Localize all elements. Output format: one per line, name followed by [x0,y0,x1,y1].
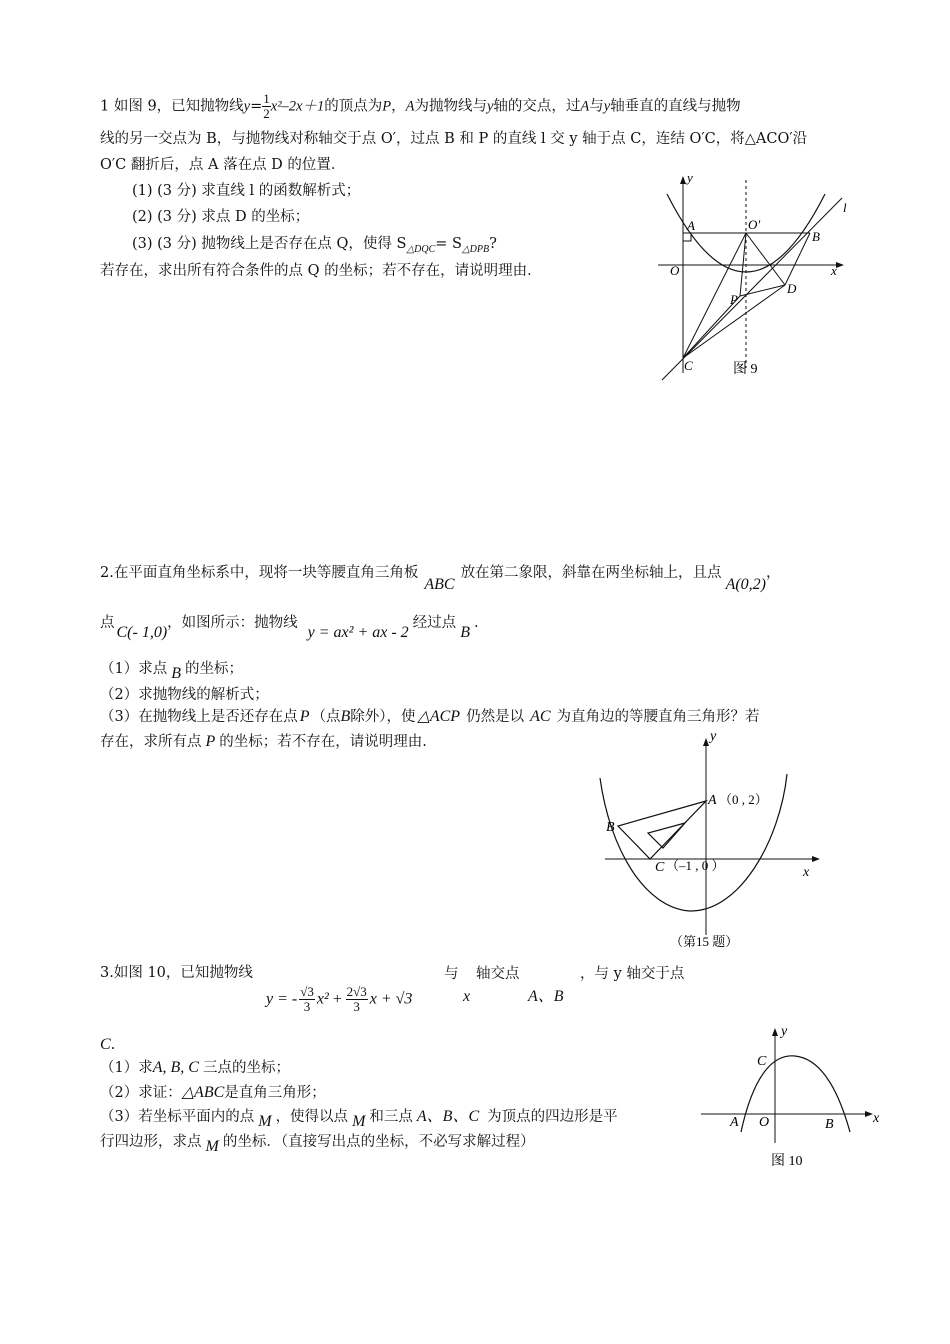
label-C: C [757,1054,767,1069]
label-A: A [708,793,717,808]
figure-10-caption: 图 10 [771,1154,803,1169]
label-A: A [687,218,695,233]
p2-line1: 2.在平面直角坐标系中，现将一块等腰直角三角板ABC放在第二象限，斜靠在两坐标轴上，且点A(0,2)， [100,565,781,593]
label-y: y [710,730,717,744]
p1-question-1: (1) (3 分) 求直线 l 的函数解析式； [132,183,361,199]
line-BD [785,233,810,285]
x-axis-arrow [865,1111,873,1117]
label-x: x [873,1111,880,1126]
label-B: B [606,820,615,835]
figure-10 [695,1018,895,1173]
p2-line4: 存在，求所有点 P 的坐标；若不存在，请说明理由. [100,733,427,750]
p3-line1-lead: 3.如图 10，已知抛物线 [100,965,253,981]
label-O: O [759,1115,770,1130]
line-PD [740,285,785,296]
label-A: A [730,1115,739,1130]
p3-x: x [463,988,471,1005]
triangle-ABC [618,801,706,859]
label-D: D [787,281,797,296]
label-O-prime: O′ [748,217,761,232]
p3-question-3: （3）若坐标平面内的点 M ，使得以点 M 和三点 A、B、C 为顶点的四边形是平 [100,1108,618,1130]
label-x: x [831,263,837,278]
y-axis-arrow [680,176,686,184]
p1-line5: 若存在，求出所有符合条件的点 Q 的坐标；若不存在，请说明理由． [100,263,542,279]
p3-with: 与 [444,966,459,982]
y-axis-arrow [703,738,709,746]
p3-equation: y = - $\frac{√3}{3}$ x² + $\frac{2√3}{3}$ x + √3 [266,984,413,1014]
p1-question-2: (2) (3 分) 求点 D 的坐标； [132,209,310,225]
p3-line4: 行四边形，求点 M 的坐标．（直接写出点的坐标，不必写求解过程） [100,1134,535,1155]
x-axis-arrow [836,262,844,268]
p1-line1: 1 如图 9，已知抛物线y= $\frac{1}{2}$ x²–2x＋1的顶点为P，A为抛物线与y轴的交点，过A与y轴垂直的直线与抛物 [100,91,741,121]
label-l: l [843,200,847,215]
p1-line2: 线的另一交点为 B，与抛物线对称轴交于点 O′，过点 B 和 P 的直线 l 交 y 轴于点 C，连结 O′C，将△ACO′沿 [100,131,808,147]
p3-AB: A、B [528,988,564,1005]
p2-question-2: （2）求抛物线的解析式； [100,687,269,703]
label-C: C [655,860,665,875]
label-C-coord: （–1 , 0 ） [666,858,725,873]
triangle-inner [648,823,685,848]
fraction-half: $\frac{1}{2}$ [263,91,270,121]
p1-question-3: (3) (3 分) 抛物线上是否存在点 Q，使得 $S_{\triangle DQC}= S_{\triangle DPB}$? [132,236,497,255]
p3-line1-tail: ，与 y 轴交于点 [580,966,685,982]
label-B: B [812,229,820,244]
label-C: C [684,358,693,373]
right-angle-mark [683,233,691,241]
p2-line2: 点C(- 1,0)，如图所示：抛物线y = ax² + ax - 2经过点B. [100,615,479,641]
label-O: O [670,263,680,278]
p3-C-point: C. [100,1036,116,1053]
x-axis-arrow [812,856,820,862]
p1-line3: O′C 翻折后，点 A 落在点 D 的位置． [100,157,346,173]
label-y: y [687,170,693,185]
figure-15-caption: （第15 题） [670,934,739,949]
figure-9-caption: 图 9 [733,362,758,377]
label-y: y [781,1024,788,1039]
figure-9 [650,168,860,384]
label-A-coord: （0 , 2） [719,792,768,807]
p2-question-3: （3）在抛物线上是否还存在点 P （点B除外），使 △ACP 仍然是以 AC 为直角边的等腰直角三角形？若 [100,708,760,725]
label-x: x [803,865,810,880]
p3-question-2: （2）求证：△ABC是直角三角形； [100,1084,326,1101]
p3-question-1: （1）求A, B, C 三点的坐标； [100,1059,290,1076]
p3-axis: 轴交点 [476,966,520,982]
label-P: P [730,292,738,307]
label-B: B [825,1117,834,1132]
figure-15 [590,730,830,955]
p2-question-1: （1）求点 B 的坐标； [100,661,244,682]
y-axis-arrow [772,1028,778,1036]
